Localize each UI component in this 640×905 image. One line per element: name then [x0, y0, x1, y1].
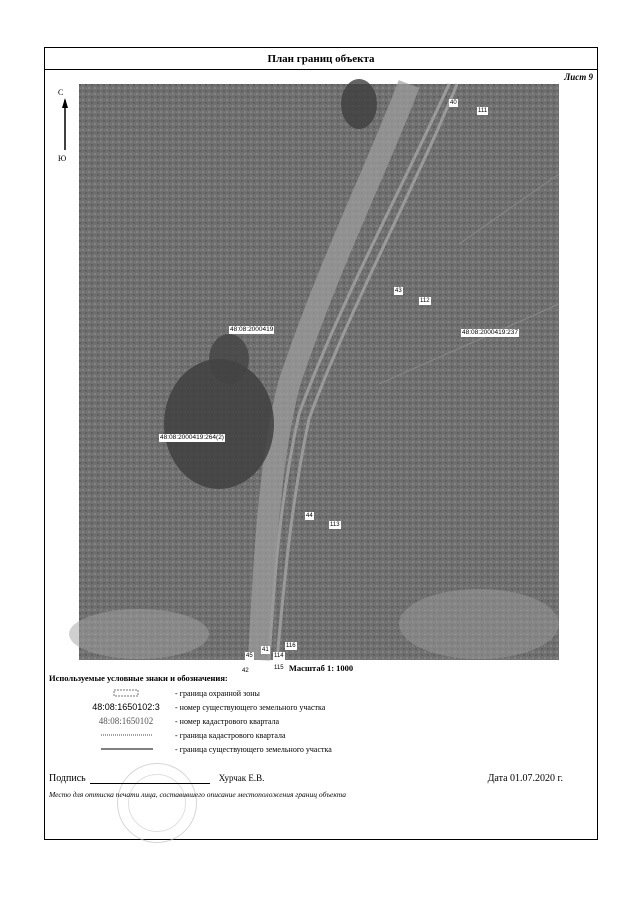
- point-label: 112: [420, 298, 430, 304]
- point-label: 41: [262, 647, 269, 653]
- document-frame: [44, 47, 598, 840]
- page-title: План границ объекта: [45, 48, 597, 70]
- point-label: 42: [242, 668, 249, 674]
- signature-row: [49, 773, 593, 784]
- legend-item: - граница кадастрового квартала: [45, 730, 597, 742]
- point-label: 115: [274, 665, 284, 671]
- compass-north: С: [58, 88, 64, 97]
- legend-item: - граница охранной зоны: [45, 688, 597, 700]
- map-image: [79, 84, 559, 660]
- sheet-number: Лист 9: [564, 72, 593, 82]
- point-label: 111: [478, 108, 488, 114]
- legend-item: 48:08:1650102:3 - номер существующего земельного участка: [92, 702, 326, 712]
- parcel-label: 48:08:2000419: [230, 326, 274, 333]
- legend-item: - граница существующего земельного участка: [45, 744, 597, 756]
- legend-title: Используемые условные знаки и обозначения:: [49, 673, 228, 683]
- map-scale: Масштаб 1: 1000: [288, 663, 354, 673]
- point-label: 114: [274, 653, 284, 659]
- point-label: 45: [246, 653, 253, 659]
- point-label: 113: [330, 522, 340, 528]
- signer-name: Хурчак Е.В.: [218, 773, 265, 783]
- signature-date: Дата 01.07.2020 г.: [487, 773, 563, 784]
- point-label: 116: [286, 643, 296, 649]
- stamp-note: Место для оттиска печати лица, составившего описание местоположения границ объекта: [49, 790, 347, 799]
- compass-rose: [55, 88, 79, 168]
- parcel-border-symbol: [83, 744, 169, 756]
- signature-label: Подпись: [49, 773, 86, 784]
- parcel-label: 48:08:2000419:237: [462, 329, 519, 336]
- quarter-border-symbol: [83, 730, 169, 742]
- point-label: 44: [306, 513, 313, 519]
- signature-line: [90, 783, 210, 784]
- protection-zone-symbol: [83, 688, 169, 700]
- point-label: 43: [395, 288, 402, 294]
- parcel-label: 48:08:2000419:264(2): [160, 434, 224, 441]
- legend-item: 48:08:1650102 - номер кадастрового квартала: [98, 716, 280, 726]
- point-label: 40: [450, 100, 457, 106]
- compass-south: Ю: [58, 154, 67, 163]
